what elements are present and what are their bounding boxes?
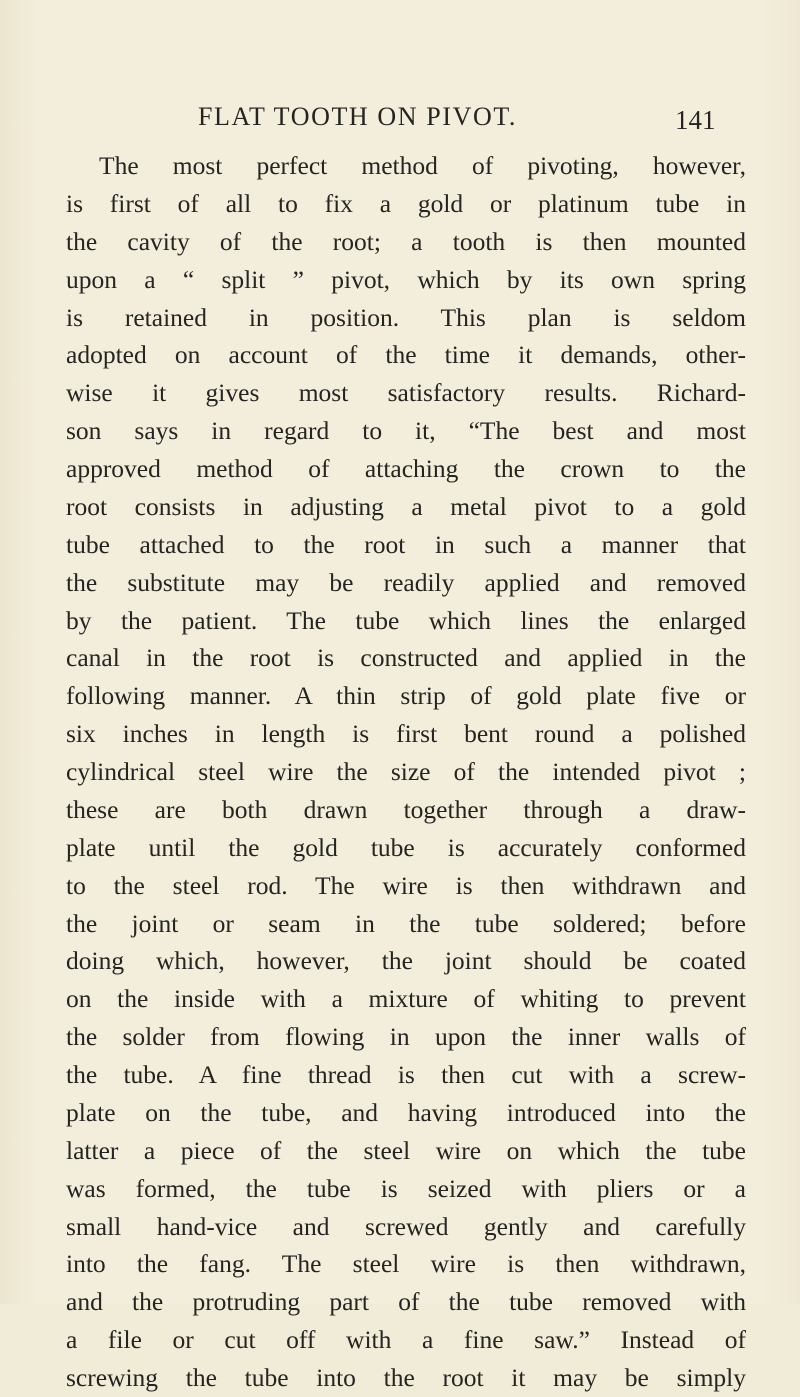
text-line: tube attached to the root in such a manner that — [66, 529, 746, 559]
text-line: to the steel rod. The wire is then withdrawn and — [66, 870, 746, 900]
running-head — [0, 102, 800, 138]
text-line: latter a piece of the steel wire on which the tube — [66, 1135, 746, 1165]
text-line: by the patient. The tube which lines the enlarged — [66, 605, 746, 635]
text-line: the solder from flowing in upon the inner walls of — [66, 1022, 746, 1052]
text-line: son says in regard to it, “The best and most — [66, 416, 746, 446]
running-head-title: FLAT TOOTH ON PIVOT. — [198, 102, 517, 131]
page-number: 141 — [675, 105, 716, 135]
text-line: cylindrical steel wire the size of the intended pivot ; — [66, 757, 746, 786]
text-line: the tube. A fine thread is then cut with a screw- — [66, 1060, 746, 1089]
text-line: is retained in position. This plan is seldom — [66, 302, 746, 332]
text-line: upon a “ split ” pivot, which by its own spring — [66, 264, 746, 294]
text-line: was formed, the tube is seized with pliers or a — [66, 1173, 746, 1203]
text-line: doing which, however, the joint should be coated — [66, 946, 746, 976]
text-line: plate until the gold tube is accurately conformed — [66, 832, 746, 862]
text-line: into the fang. The steel wire is then withdrawn, — [66, 1249, 746, 1279]
text-line: the joint or seam in the tube soldered; before — [66, 908, 746, 938]
text-line: root consists in adjusting a metal pivot to a gold — [66, 491, 746, 521]
body-text — [66, 147, 746, 1397]
text-line: six inches in length is first bent round a polished — [66, 719, 746, 749]
text-line: canal in the root is constructed and applied in the — [66, 643, 746, 673]
text-line: screwing the tube into the root it may be simply — [66, 1363, 746, 1392]
text-line: The most perfect method of pivoting, however, — [99, 151, 746, 180]
text-line: the cavity of the root; a tooth is then mounted — [66, 226, 746, 256]
text-line: approved method of attaching the crown to the — [66, 454, 746, 483]
text-line: wise it gives most satisfactory results. Richard- — [66, 378, 746, 408]
text-line: on the inside with a mixture of whiting to prevent — [66, 984, 746, 1014]
text-line: the substitute may be readily applied and removed — [66, 567, 746, 597]
text-line: is first of all to fix a gold or platinum tube in — [66, 188, 746, 218]
text-line: a file or cut off with a fine saw.” Instead of — [66, 1325, 746, 1355]
text-line: adopted on account of the time it demands, other- — [66, 340, 746, 370]
text-line: following manner. A thin strip of gold plate five or — [66, 681, 746, 711]
text-line: and the protruding part of the tube removed with — [66, 1287, 746, 1317]
text-line: these are both drawn together through a draw- — [66, 794, 746, 824]
text-line: plate on the tube, and having introduced into the — [66, 1097, 746, 1127]
text-line: small hand-vice and screwed gently and carefully — [66, 1211, 746, 1241]
